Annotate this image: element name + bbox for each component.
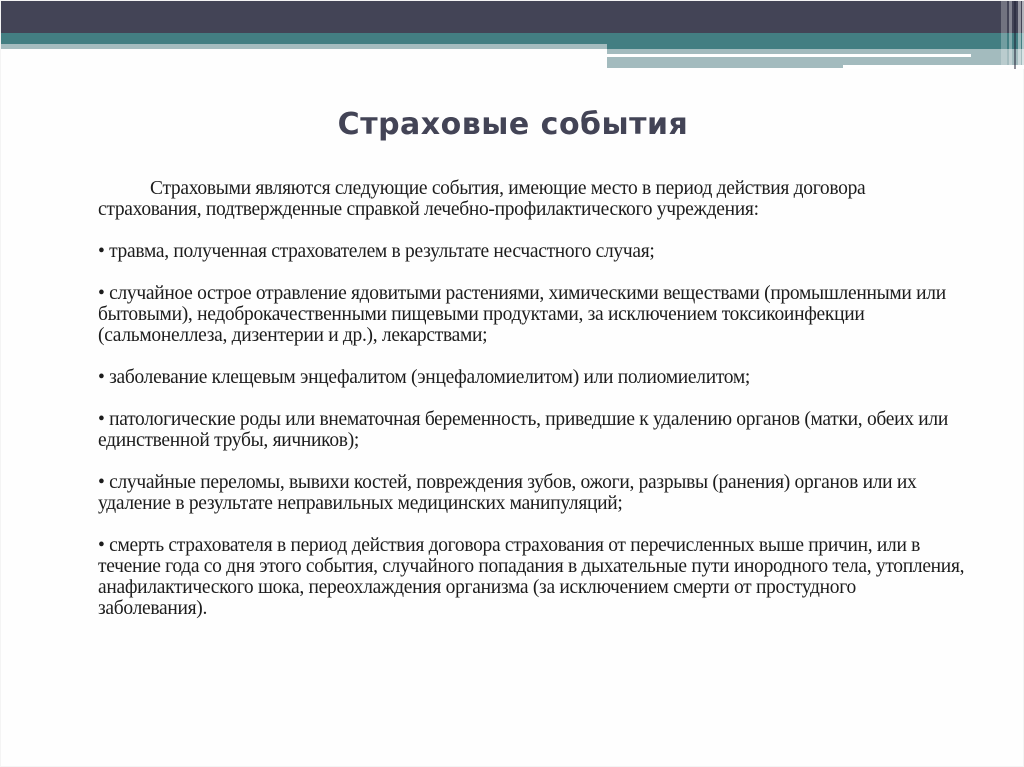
header-white-line	[607, 54, 971, 57]
list-item: • заболевание клещевым энцефалитом (энцефаломиелитом) или полиомиелитом;	[98, 367, 751, 388]
header-band-light-left	[1, 44, 607, 49]
header-white-notch	[843, 65, 1024, 69]
list-item: • случайное острое отравление ядовитыми растениями, химическими веществами (промышленными или бытовыми), недоброкачественными пищевыми продуктами, за исключением токсикоинфекции (сальмонеллеза, дизентерии и др.), лекарствами;	[98, 283, 946, 346]
list-item: • случайные переломы, вывихи костей, повреждения зубов, ожоги, разрывы (ранения) органов или их удаление в результате неправильных медицинских манипуляций;	[98, 472, 917, 514]
list-item: • патологические роды или внематочная беременность, приведшие к удалению органов (матки, обеих или единственной трубы, яичников);	[98, 409, 948, 451]
list-item: • травма, полученная страхователем в результате несчастного случая;	[98, 241, 655, 262]
slide-body	[98, 178, 968, 640]
intro-paragraph: Страховыми являются следующие события, имеющие место в период действия договора страхования, подтвержденные справкой лечебно-профилактического учреждения:	[98, 178, 866, 220]
header-vertical-stripes	[1001, 1, 1024, 69]
slide-title: Страховые события	[337, 107, 689, 142]
list-item: • смерть страхователя в период действия договора страхования от перечисленных выше причин, или в течение года со дня этого события, случайного попадания в дыхательные пути инородного тела, утопления, анафилактического шока, переохлаждения организма (за исключением смерти от простудного заболевания).	[98, 535, 965, 619]
header-band-navy	[1, 1, 1024, 33]
